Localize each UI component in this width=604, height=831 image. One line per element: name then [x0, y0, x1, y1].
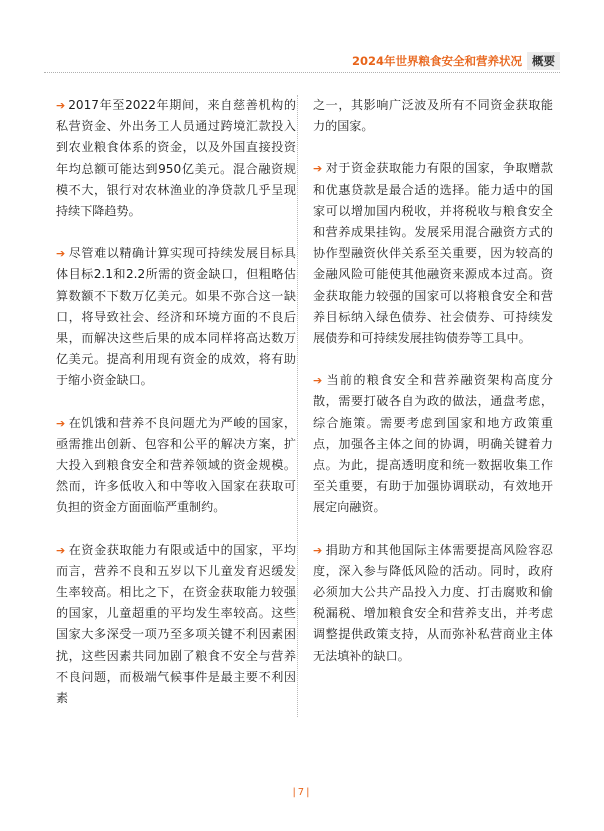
- report-title: 2024年世界粮食安全和营养状况: [351, 54, 522, 68]
- paragraph-financing-architecture: [313, 370, 553, 518]
- paragraph-text: 2017年至2022年期间，来自慈善机构的私营资金、外出务工人员通过跨境汇款投入到农业粮食体系的资金，以及外国直接投资年均总额可能达到950亿美元。混合融资规模不大，银行对农林渔业的净贷款几乎呈现持续下降趋势。: [56, 98, 296, 219]
- arrow-bullet-icon: ➔: [56, 543, 66, 557]
- column-divider: [297, 95, 298, 717]
- header-rule: [44, 72, 560, 73]
- left-column: [56, 95, 296, 730]
- arrow-bullet-icon: ➔: [56, 99, 66, 112]
- paragraph-funding-access: [56, 540, 296, 710]
- paragraph-text: 尽管难以精确计算实现可持续发展目标具体目标2.1和2.2所需的资金缺口，但粗略估算数额不下数万亿美元。如果不弥合这一缺口，将导致社会、经济和环境方面的不良后果，而解决这些后果的成本同样将高达数万亿美元。提高利用现有资金的成效，将有助于缩小资金缺口。: [56, 246, 296, 388]
- paragraph-donors: [313, 540, 553, 667]
- paragraph-funding-gap: [56, 243, 296, 391]
- paragraph-text: 对于资金获取能力有限的国家，争取赠款和优惠贷款是最合适的选择。能力适中的国家可以增加国内税收，并将税收与粮食安全和营养成果挂钩。发展采用混合融资方式的协作型融资伙伴关系至关重要，因为较高的金融风险可能使其他融资来源成本过高。资金获取能力较强的国家可以将粮食安全和营养目标纳入绿色债券、社会债券、可持续发展债券和可持续发展挂钩债券等工具中。: [313, 161, 553, 346]
- paragraph-grants-loans: [313, 158, 553, 349]
- arrow-bullet-icon: ➔: [56, 247, 66, 261]
- paragraph-text: 在资金获取能力有限或适中的国家，平均而言，营养不良和五岁以下儿童发育迟缓发生率较高。相比之下，在资金获取能力较强的国家，儿童超重的平均发生率较高。这些国家大多深受一项乃至多项关键不利因素困扰，这些因素共同加剧了粮食不安全与营养不良问题，而极端气候事件是最主要不利因素: [56, 542, 296, 706]
- section-tag: 概要: [527, 52, 560, 70]
- right-column: [313, 95, 553, 688]
- paragraph-text: 在饥饿和营养不良问题尤为严峻的国家，亟需推出创新、包容和公平的解决方案，扩大投入到粮食安全和营养领域的资金规模。然而，许多低收入和中等收入国家在获取可负担的资金方面面临严重制约。: [56, 415, 296, 515]
- paragraph-text: 捐助方和其他国际主体需要提高风险容忍度，深入参与降低风险的活动。同时，政府必须加大公共产品投入力度、打击腐败和偷税漏税、增加粮食安全和营养支出，并考虑调整提供政策支持，从而弥补私营商业主体无法填补的缺口。: [313, 542, 553, 663]
- arrow-bullet-icon: ➔: [313, 162, 323, 176]
- page-number: |7|: [292, 787, 312, 798]
- running-header: [352, 52, 560, 70]
- arrow-bullet-icon: ➔: [56, 416, 66, 430]
- paragraph-private-funding: [56, 95, 296, 222]
- arrow-bullet-icon: ➔: [313, 543, 323, 557]
- paragraph-innovative-solutions: [56, 413, 296, 519]
- paragraph-continuation: 之一，其影响广泛波及所有不同资金获取能力的国家。: [313, 98, 553, 134]
- arrow-bullet-icon: ➔: [313, 374, 323, 388]
- paragraph-text: 当前的粮食安全和营养融资架构高度分散，需要打破各自为政的做法，通盘考虑，综合施策。需要考虑到国家和地方政策重点，加强各主体之间的协调，明确关键着力点。为此，提高透明度和统一数据收集工作至关重要，有助于加强协调联动，有效地开展定向融资。: [313, 373, 553, 515]
